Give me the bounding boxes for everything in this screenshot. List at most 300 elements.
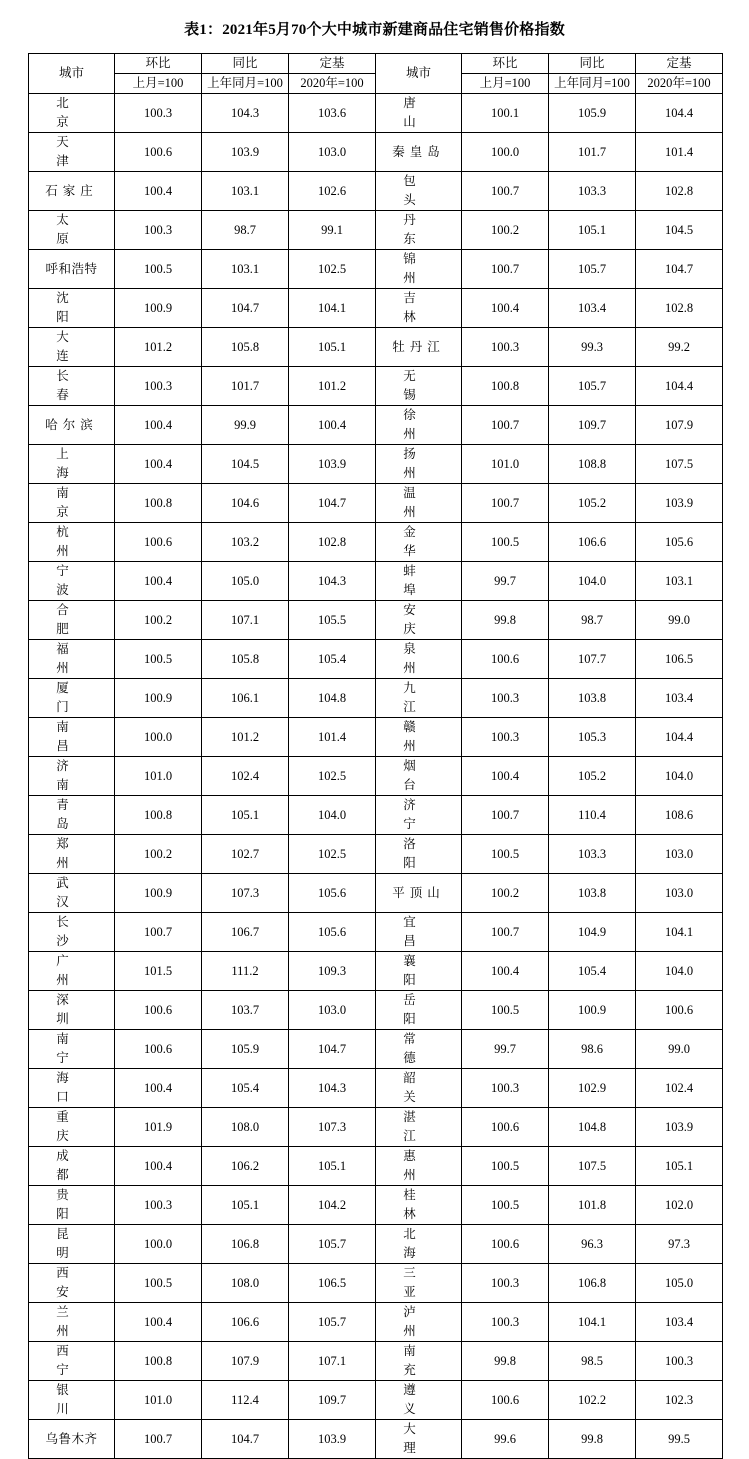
city-name-left: 重 庆 [29,1108,115,1147]
table-row [29,445,723,484]
yoy-value-right: 105.1 [549,211,636,250]
city-name-right: 唐 山 [376,94,462,133]
base-value-left: 102.5 [289,757,376,796]
yoy-value-right: 99.8 [549,1420,636,1459]
base-value-right: 103.0 [636,874,723,913]
base-value-left: 103.9 [289,1420,376,1459]
table-row [29,1186,723,1225]
base-value-left: 104.1 [289,289,376,328]
base-value-left: 99.1 [289,211,376,250]
mom-value-left: 100.0 [115,1225,202,1264]
yoy-value-right: 109.7 [549,406,636,445]
base-value-left: 104.2 [289,1186,376,1225]
header-yoy-sub-right: 上年同月=100 [549,74,636,94]
mom-value-right: 100.6 [462,640,549,679]
mom-value-left: 100.6 [115,133,202,172]
city-name-right: 洛 阳 [376,835,462,874]
city-name-right: 韶 关 [376,1069,462,1108]
base-value-left: 102.5 [289,835,376,874]
city-name-left: 长 沙 [29,913,115,952]
yoy-value-right: 107.5 [549,1147,636,1186]
city-name-right: 烟 台 [376,757,462,796]
base-value-left: 102.8 [289,523,376,562]
mom-value-right: 100.5 [462,1186,549,1225]
yoy-value-right: 108.8 [549,445,636,484]
mom-value-left: 100.7 [115,913,202,952]
mom-value-left: 100.8 [115,1342,202,1381]
table-container [0,53,749,1459]
city-name-right: 锦 州 [376,250,462,289]
mom-value-left: 100.3 [115,1186,202,1225]
yoy-value-left: 108.0 [202,1108,289,1147]
base-value-right: 104.5 [636,211,723,250]
yoy-value-right: 98.5 [549,1342,636,1381]
base-value-left: 101.4 [289,718,376,757]
city-name-right: 大 理 [376,1420,462,1459]
yoy-value-right: 102.9 [549,1069,636,1108]
base-value-left: 104.8 [289,679,376,718]
base-value-left: 105.6 [289,874,376,913]
city-name-left: 西 宁 [29,1342,115,1381]
yoy-value-right: 103.4 [549,289,636,328]
city-name-right: 包 头 [376,172,462,211]
yoy-value-right: 105.7 [549,367,636,406]
base-value-right: 102.8 [636,289,723,328]
mom-value-right: 100.3 [462,1303,549,1342]
base-value-right: 104.4 [636,718,723,757]
header-city-right: 城市 [376,54,462,94]
mom-value-right: 100.8 [462,367,549,406]
yoy-value-right: 100.9 [549,991,636,1030]
mom-value-right: 100.3 [462,1264,549,1303]
mom-value-right: 100.7 [462,406,549,445]
table-row [29,835,723,874]
yoy-value-right: 104.9 [549,913,636,952]
base-value-left: 104.3 [289,1069,376,1108]
yoy-value-right: 106.8 [549,1264,636,1303]
table-row [29,1069,723,1108]
base-value-right: 99.0 [636,601,723,640]
base-value-right: 104.4 [636,94,723,133]
city-name-left: 海 口 [29,1069,115,1108]
base-value-left: 106.5 [289,1264,376,1303]
header-base-right: 定基 [636,54,723,74]
table-row [29,913,723,952]
yoy-value-left: 104.6 [202,484,289,523]
yoy-value-left: 101.2 [202,718,289,757]
yoy-value-left: 107.9 [202,1342,289,1381]
base-value-right: 105.6 [636,523,723,562]
yoy-value-left: 99.9 [202,406,289,445]
table-row [29,1381,723,1420]
city-name-right: 泸 州 [376,1303,462,1342]
table-row [29,172,723,211]
base-value-left: 103.0 [289,133,376,172]
city-name-right: 金 华 [376,523,462,562]
yoy-value-left: 105.8 [202,640,289,679]
city-name-left: 南 京 [29,484,115,523]
city-name-right: 扬 州 [376,445,462,484]
mom-value-left: 100.9 [115,874,202,913]
city-name-right: 温 州 [376,484,462,523]
city-name-right: 常 德 [376,1030,462,1069]
mom-value-left: 100.4 [115,406,202,445]
table-row [29,484,723,523]
city-name-left: 沈 阳 [29,289,115,328]
table-row [29,94,723,133]
yoy-value-right: 103.3 [549,835,636,874]
yoy-value-left: 105.4 [202,1069,289,1108]
base-value-right: 102.3 [636,1381,723,1420]
yoy-value-right: 104.1 [549,1303,636,1342]
mom-value-left: 100.0 [115,718,202,757]
page-title: 表1：2021年5月70个大中城市新建商品住宅销售价格指数 [184,22,565,38]
base-value-left: 105.7 [289,1225,376,1264]
base-value-right: 104.1 [636,913,723,952]
city-name-right: 秦皇岛 [376,133,462,172]
city-name-left: 上 海 [29,445,115,484]
city-name-left: 深 圳 [29,991,115,1030]
mom-value-right: 99.6 [462,1420,549,1459]
table-row [29,1147,723,1186]
base-value-right: 107.5 [636,445,723,484]
base-value-right: 103.9 [636,484,723,523]
table-row [29,991,723,1030]
city-name-right: 三 亚 [376,1264,462,1303]
header-base-left: 定基 [289,54,376,74]
base-value-right: 102.4 [636,1069,723,1108]
mom-value-left: 101.5 [115,952,202,991]
base-value-right: 103.4 [636,679,723,718]
mom-value-right: 100.4 [462,952,549,991]
mom-value-right: 100.3 [462,679,549,718]
mom-value-right: 100.5 [462,523,549,562]
base-value-right: 103.9 [636,1108,723,1147]
yoy-value-left: 111.2 [202,952,289,991]
table-head [29,54,723,94]
city-name-left: 太 原 [29,211,115,250]
yoy-value-left: 105.0 [202,562,289,601]
table-row [29,133,723,172]
header-mom-left: 环比 [115,54,202,74]
yoy-value-left: 103.1 [202,172,289,211]
yoy-value-right: 103.8 [549,679,636,718]
base-value-left: 103.6 [289,94,376,133]
table-body [29,94,723,1459]
header-yoy-right: 同比 [549,54,636,74]
city-name-left: 南 宁 [29,1030,115,1069]
mom-value-right: 101.0 [462,445,549,484]
city-name-left: 合 肥 [29,601,115,640]
yoy-value-right: 101.7 [549,133,636,172]
base-value-left: 104.7 [289,484,376,523]
mom-value-right: 100.6 [462,1108,549,1147]
city-name-right: 桂 林 [376,1186,462,1225]
city-name-left: 石家庄 [29,172,115,211]
table-row [29,718,723,757]
yoy-value-right: 102.2 [549,1381,636,1420]
city-name-right: 济 宁 [376,796,462,835]
table-row [29,523,723,562]
mom-value-right: 100.7 [462,796,549,835]
base-value-left: 102.6 [289,172,376,211]
city-name-left: 西 安 [29,1264,115,1303]
city-name-right: 无 锡 [376,367,462,406]
header-mom-sub-left: 上月=100 [115,74,202,94]
base-value-left: 105.6 [289,913,376,952]
mom-value-left: 100.6 [115,1030,202,1069]
base-value-left: 100.4 [289,406,376,445]
base-value-right: 104.4 [636,367,723,406]
city-name-right: 吉 林 [376,289,462,328]
yoy-value-right: 105.4 [549,952,636,991]
table-row [29,601,723,640]
city-name-right: 平顶山 [376,874,462,913]
yoy-value-left: 104.3 [202,94,289,133]
city-name-left: 哈尔滨 [29,406,115,445]
yoy-value-left: 102.4 [202,757,289,796]
mom-value-right: 100.7 [462,913,549,952]
base-value-right: 102.8 [636,172,723,211]
base-value-left: 102.5 [289,250,376,289]
base-value-left: 105.1 [289,328,376,367]
mom-value-right: 100.3 [462,1069,549,1108]
table-row [29,328,723,367]
header-base-sub-right: 2020年=100 [636,74,723,94]
mom-value-left: 100.5 [115,250,202,289]
mom-value-left: 101.2 [115,328,202,367]
city-name-right: 徐 州 [376,406,462,445]
mom-value-right: 100.3 [462,328,549,367]
city-name-left: 厦 门 [29,679,115,718]
city-name-right: 宜 昌 [376,913,462,952]
base-value-right: 100.3 [636,1342,723,1381]
city-name-left: 广 州 [29,952,115,991]
yoy-value-right: 98.7 [549,601,636,640]
mom-value-left: 101.0 [115,757,202,796]
yoy-value-right: 104.8 [549,1108,636,1147]
header-row-main [29,54,723,74]
city-name-left: 青 岛 [29,796,115,835]
city-name-left: 福 州 [29,640,115,679]
header-yoy-sub-left: 上年同月=100 [202,74,289,94]
city-name-left: 银 川 [29,1381,115,1420]
city-name-left: 武 汉 [29,874,115,913]
yoy-value-right: 105.9 [549,94,636,133]
yoy-value-right: 107.7 [549,640,636,679]
mom-value-left: 100.6 [115,523,202,562]
base-value-right: 104.0 [636,757,723,796]
city-name-left: 呼和浩特 [29,250,115,289]
mom-value-right: 100.2 [462,874,549,913]
yoy-value-left: 103.1 [202,250,289,289]
mom-value-right: 100.0 [462,133,549,172]
yoy-value-left: 105.9 [202,1030,289,1069]
mom-value-right: 100.4 [462,289,549,328]
mom-value-left: 100.7 [115,1420,202,1459]
base-value-right: 103.0 [636,835,723,874]
yoy-value-right: 105.2 [549,757,636,796]
base-value-right: 104.7 [636,250,723,289]
city-name-right: 赣 州 [376,718,462,757]
mom-value-right: 99.7 [462,562,549,601]
yoy-value-left: 105.1 [202,1186,289,1225]
mom-value-left: 100.4 [115,1303,202,1342]
table-row [29,640,723,679]
yoy-value-left: 106.1 [202,679,289,718]
base-value-left: 105.4 [289,640,376,679]
city-name-left: 宁 波 [29,562,115,601]
yoy-value-left: 107.3 [202,874,289,913]
yoy-value-right: 96.3 [549,1225,636,1264]
mom-value-left: 100.4 [115,1147,202,1186]
mom-value-right: 100.6 [462,1225,549,1264]
base-value-right: 103.4 [636,1303,723,1342]
city-name-right: 蚌 埠 [376,562,462,601]
yoy-value-left: 106.2 [202,1147,289,1186]
base-value-left: 109.7 [289,1381,376,1420]
yoy-value-left: 107.1 [202,601,289,640]
mom-value-left: 100.2 [115,601,202,640]
city-name-right: 襄 阳 [376,952,462,991]
table-row [29,1342,723,1381]
table-row [29,1108,723,1147]
city-name-right: 九 江 [376,679,462,718]
housing-price-index-table [28,53,723,1459]
mom-value-left: 100.9 [115,289,202,328]
mom-value-right: 99.8 [462,601,549,640]
mom-value-right: 100.1 [462,94,549,133]
mom-value-right: 100.6 [462,1381,549,1420]
mom-value-right: 100.5 [462,991,549,1030]
city-name-left: 昆 明 [29,1225,115,1264]
yoy-value-left: 104.7 [202,289,289,328]
city-name-right: 遵 义 [376,1381,462,1420]
yoy-value-left: 105.8 [202,328,289,367]
mom-value-left: 100.9 [115,679,202,718]
yoy-value-right: 110.4 [549,796,636,835]
yoy-value-right: 98.6 [549,1030,636,1069]
mom-value-left: 100.3 [115,211,202,250]
yoy-value-left: 103.9 [202,133,289,172]
yoy-value-left: 106.8 [202,1225,289,1264]
yoy-value-left: 106.7 [202,913,289,952]
yoy-value-right: 104.0 [549,562,636,601]
base-value-left: 105.1 [289,1147,376,1186]
table-row [29,1420,723,1459]
table-row [29,679,723,718]
table-row [29,250,723,289]
city-name-left: 长 春 [29,367,115,406]
base-value-right: 102.0 [636,1186,723,1225]
base-value-left: 103.0 [289,991,376,1030]
city-name-right: 南 充 [376,1342,462,1381]
yoy-value-right: 105.3 [549,718,636,757]
base-value-right: 99.2 [636,328,723,367]
base-value-right: 97.3 [636,1225,723,1264]
city-name-left: 南 昌 [29,718,115,757]
mom-value-left: 100.4 [115,172,202,211]
base-value-right: 107.9 [636,406,723,445]
base-value-left: 107.3 [289,1108,376,1147]
mom-value-left: 100.2 [115,835,202,874]
yoy-value-left: 108.0 [202,1264,289,1303]
base-value-right: 99.0 [636,1030,723,1069]
city-name-left: 乌鲁木齐 [29,1420,115,1459]
city-name-left: 大 连 [29,328,115,367]
mom-value-right: 100.7 [462,484,549,523]
table-row [29,562,723,601]
base-value-right: 101.4 [636,133,723,172]
base-value-right: 100.6 [636,991,723,1030]
yoy-value-right: 99.3 [549,328,636,367]
mom-value-right: 100.5 [462,835,549,874]
mom-value-left: 100.6 [115,991,202,1030]
city-name-right: 北 海 [376,1225,462,1264]
base-value-left: 105.5 [289,601,376,640]
city-name-right: 安 庆 [376,601,462,640]
mom-value-left: 100.8 [115,484,202,523]
base-value-right: 108.6 [636,796,723,835]
yoy-value-right: 103.8 [549,874,636,913]
base-value-right: 104.0 [636,952,723,991]
yoy-value-left: 102.7 [202,835,289,874]
mom-value-right: 100.3 [462,718,549,757]
header-base-sub-left: 2020年=100 [289,74,376,94]
mom-value-right: 99.7 [462,1030,549,1069]
city-name-right: 丹 东 [376,211,462,250]
yoy-value-right: 106.6 [549,523,636,562]
mom-value-left: 100.5 [115,1264,202,1303]
city-name-right: 岳 阳 [376,991,462,1030]
city-name-left: 成 都 [29,1147,115,1186]
header-mom-right: 环比 [462,54,549,74]
table-row [29,211,723,250]
header-mom-sub-right: 上月=100 [462,74,549,94]
mom-value-right: 99.8 [462,1342,549,1381]
base-value-right: 105.0 [636,1264,723,1303]
mom-value-left: 101.9 [115,1108,202,1147]
mom-value-left: 100.3 [115,367,202,406]
base-value-right: 103.1 [636,562,723,601]
mom-value-right: 100.5 [462,1147,549,1186]
yoy-value-right: 103.3 [549,172,636,211]
city-name-left: 济 南 [29,757,115,796]
table-row [29,796,723,835]
table-row [29,1225,723,1264]
mom-value-left: 100.3 [115,94,202,133]
table-row [29,874,723,913]
yoy-value-left: 103.7 [202,991,289,1030]
header-city-left: 城市 [29,54,115,94]
mom-value-right: 100.2 [462,211,549,250]
base-value-left: 104.0 [289,796,376,835]
yoy-value-right: 105.7 [549,250,636,289]
yoy-value-left: 106.6 [202,1303,289,1342]
city-name-right: 泉 州 [376,640,462,679]
mom-value-left: 100.5 [115,640,202,679]
mom-value-left: 100.4 [115,445,202,484]
base-value-left: 103.9 [289,445,376,484]
base-value-left: 104.3 [289,562,376,601]
base-value-right: 99.5 [636,1420,723,1459]
mom-value-left: 100.8 [115,796,202,835]
city-name-right: 牡丹江 [376,328,462,367]
header-yoy-left: 同比 [202,54,289,74]
table-row [29,367,723,406]
yoy-value-left: 105.1 [202,796,289,835]
table-row [29,952,723,991]
